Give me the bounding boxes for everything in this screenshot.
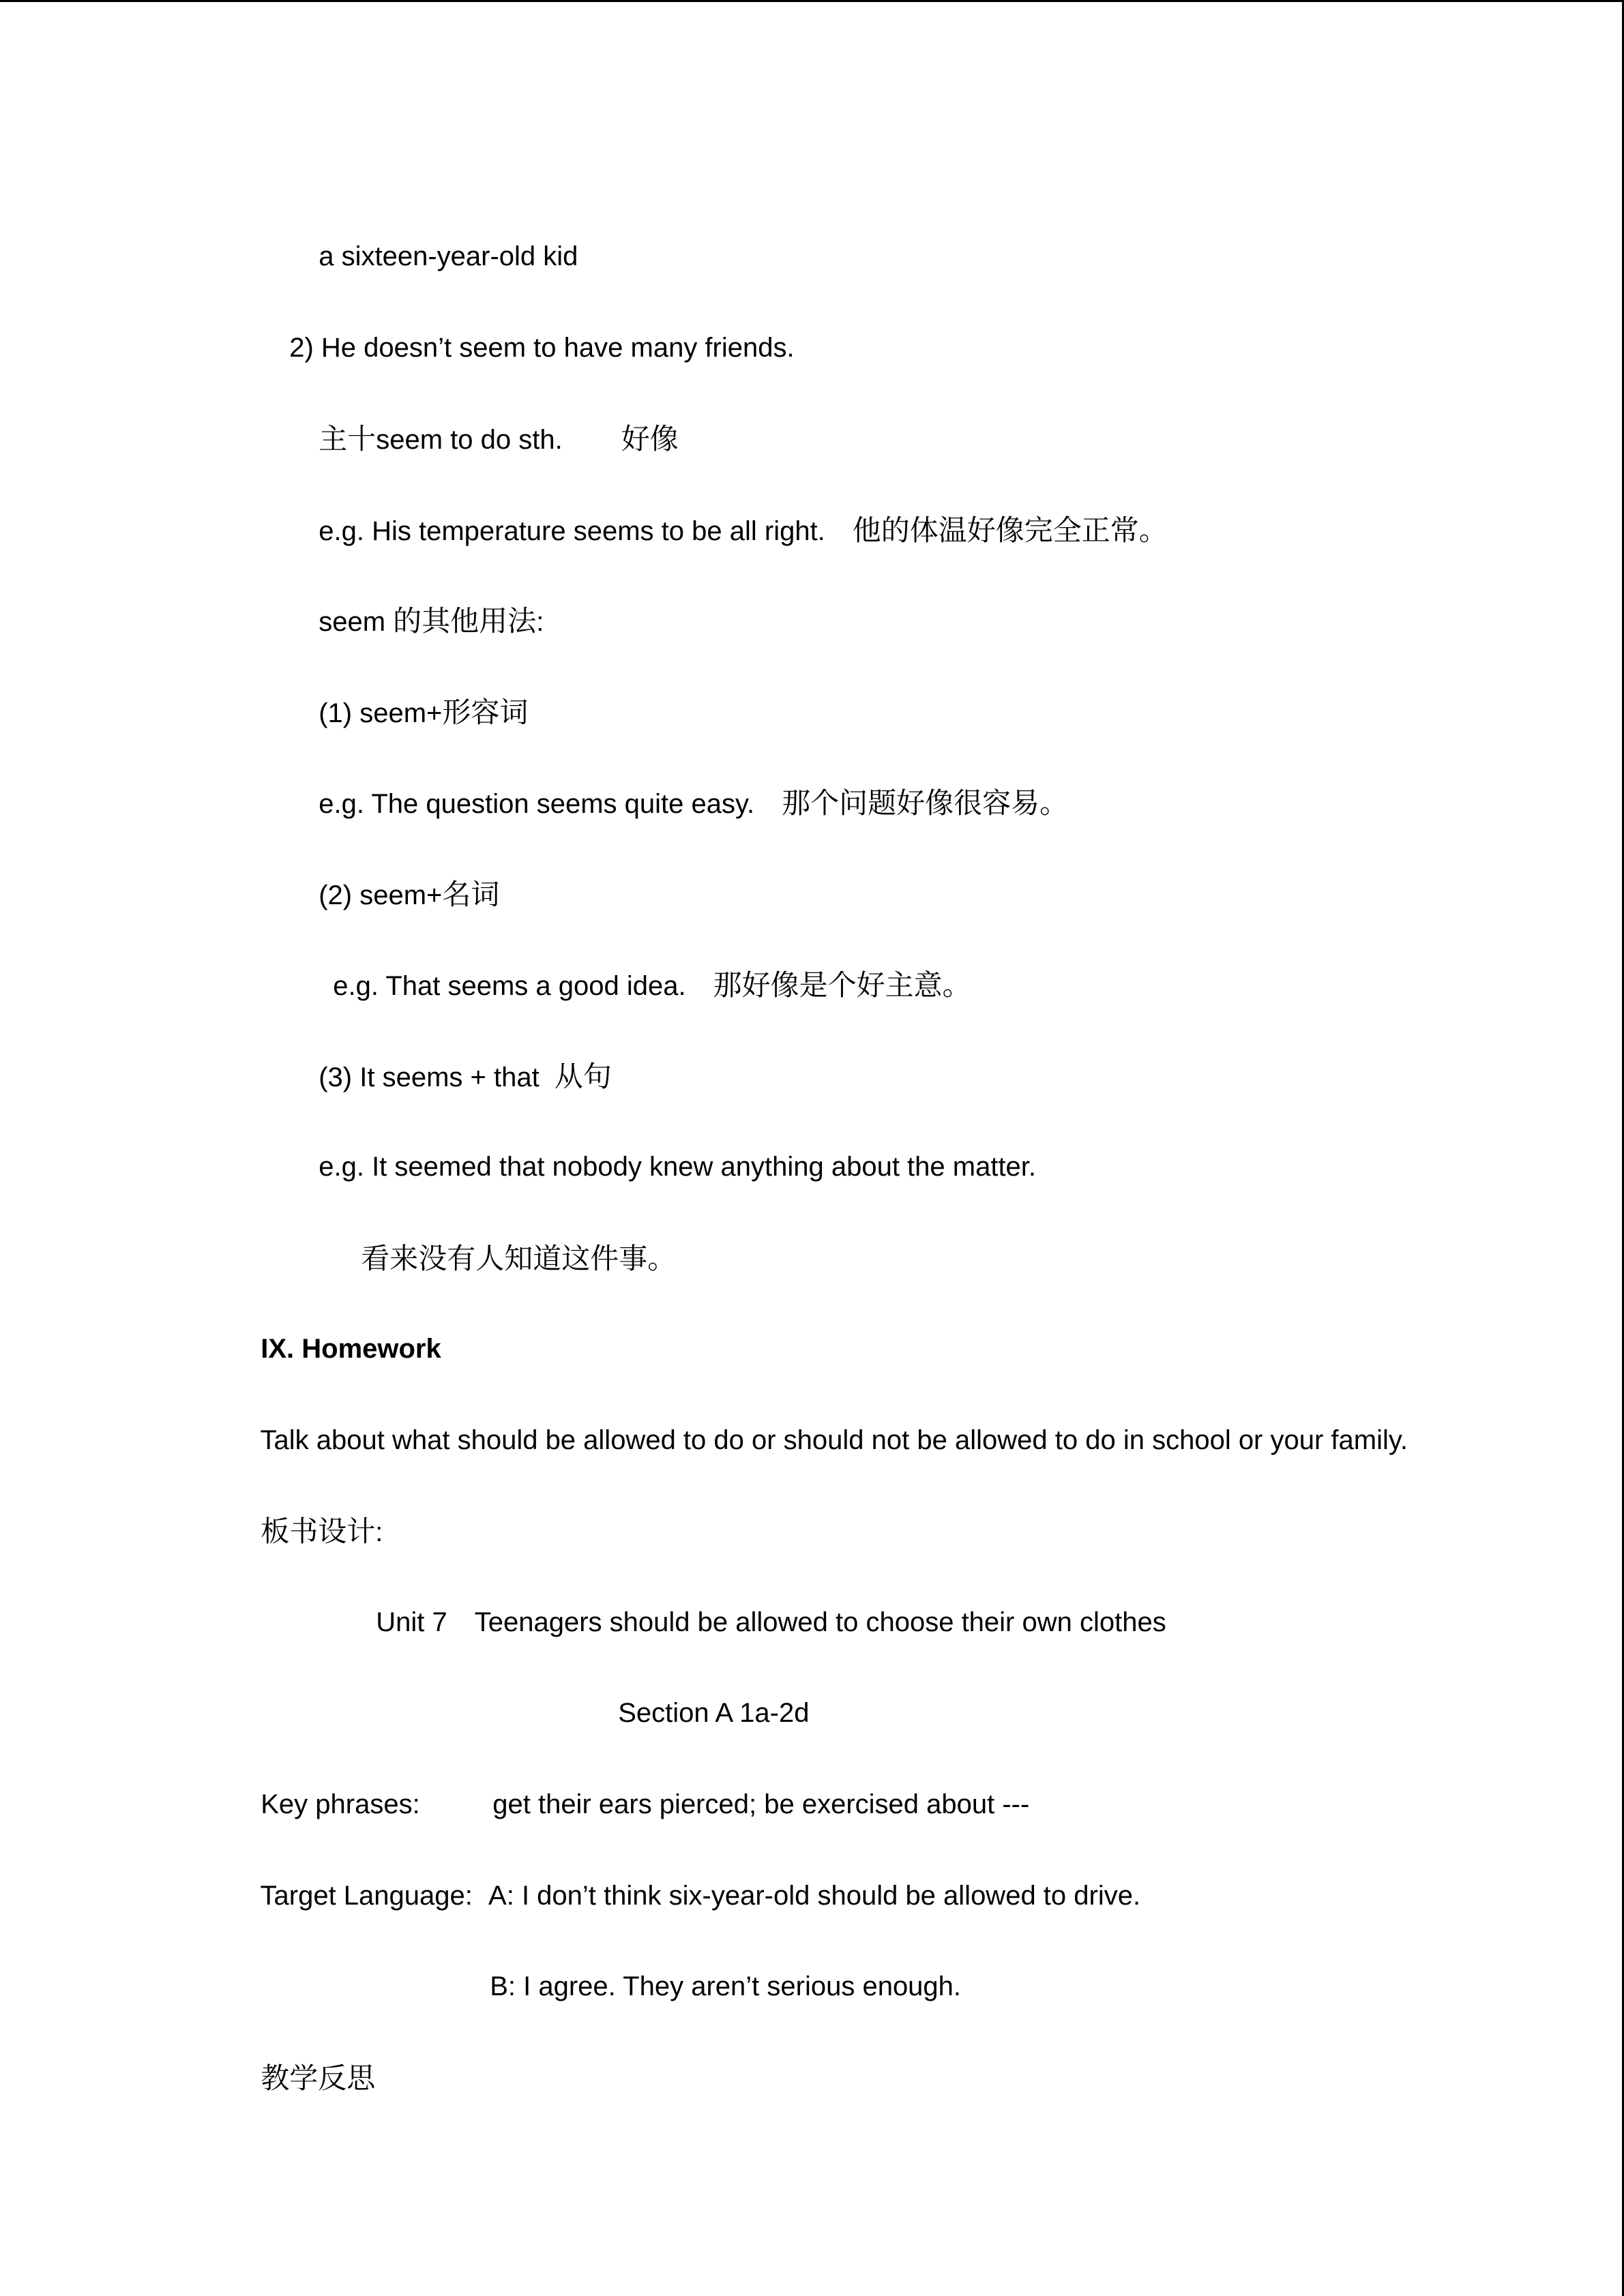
text-line-seem-example: [274, 307, 795, 361]
text-line-board-design: [246, 1490, 383, 1546]
section-heading-homework: [246, 1308, 441, 1362]
text-line-example-idea: [318, 944, 971, 1000]
unit-title: Teenagers should be allowed to choose their own clothes: [474, 1607, 1166, 1637]
unit-label: Unit 7: [376, 1607, 447, 1637]
text-zh-translation: 他的体温好像完全正常。: [852, 513, 1168, 547]
text-zh-translation: 那好像是个好主意。: [713, 968, 971, 1002]
label-text: Target Language:: [260, 1881, 473, 1911]
text-en: (1) seem+: [319, 698, 443, 728]
text-zh: 的其他用法: [393, 604, 537, 638]
text-line-example-matter: [304, 1126, 1036, 1180]
text-line-target-language-b: [475, 1945, 961, 2000]
text-en: a sixteen-year-old kid: [319, 241, 578, 271]
section-label: Section A 1a-2d: [618, 1698, 810, 1728]
text-zh: 主十: [319, 422, 377, 456]
text-zh-meaning: 好像: [621, 422, 679, 456]
text-en: Talk about what should be allowed to do or should not be allowed to do in school or your family.: [260, 1425, 1408, 1455]
text-line-section: [603, 1672, 809, 1727]
text-en: 2) He doesn’t seem to have many friends.: [289, 333, 795, 363]
text-line-homework-task: [246, 1399, 1408, 1454]
text-en: (2) seem+: [319, 880, 443, 910]
text-line-matter-translation: [346, 1217, 676, 1273]
text-line-kid: [304, 215, 578, 270]
value-text: B: I agree. They aren’t serious enough.: [490, 1971, 962, 2001]
text-line-example-temperature: [304, 489, 1168, 545]
heading-text: IX. Homework: [261, 1334, 441, 1364]
text-colon: :: [375, 1517, 383, 1547]
text-line-seem-adj: [304, 671, 528, 727]
text-en: e.g. The question seems quite easy.: [319, 789, 755, 819]
value-text: get their ears pierced; be exercised about ---: [492, 1789, 1030, 1819]
text-zh: 从句: [554, 1060, 612, 1093]
text-colon: :: [536, 607, 544, 637]
text-zh: 教学反思: [261, 2061, 376, 2095]
text-line-seem-other-uses: [304, 580, 544, 636]
label-text: Key phrases:: [261, 1789, 420, 1819]
page-border-top: [0, 0, 1624, 2]
text-line-seem-noun: [304, 853, 499, 909]
text-en: e.g. His temperature seems to be all right.: [319, 516, 825, 546]
text-en: (3) It seems + that: [319, 1062, 540, 1092]
text-line-it-seems-that: [304, 1035, 612, 1091]
text-zh-translation: 看来没有人知道这件事。: [361, 1242, 677, 1275]
text-line-key-phrases-value: [477, 1763, 1029, 1818]
text-en: seem to do sth.: [376, 425, 563, 455]
text-zh-translation: 那个问题好像很容易。: [782, 786, 1069, 820]
text-en: e.g. It seemed that nobody knew anything about the matter.: [319, 1152, 1037, 1182]
text-en: seem: [319, 607, 394, 637]
text-line-unit-title: [361, 1581, 1166, 1636]
text-en: e.g. That seems a good idea.: [333, 971, 686, 1001]
text-line-target-language-label: [246, 1855, 473, 1909]
text-zh: 名词: [442, 878, 500, 911]
text-line-example-question: [304, 762, 1068, 818]
text-zh: 形容词: [442, 696, 529, 729]
value-text: A: I don’t think six-year-old should be allowed to drive.: [488, 1881, 1141, 1911]
text-line-teaching-reflection: [246, 2037, 375, 2093]
text-line-target-language-a: [475, 1855, 1140, 1909]
text-line-seem-pattern: [304, 398, 679, 456]
text-zh: 板书设计: [261, 1515, 376, 1548]
text-line-key-phrases-label: [246, 1763, 420, 1818]
